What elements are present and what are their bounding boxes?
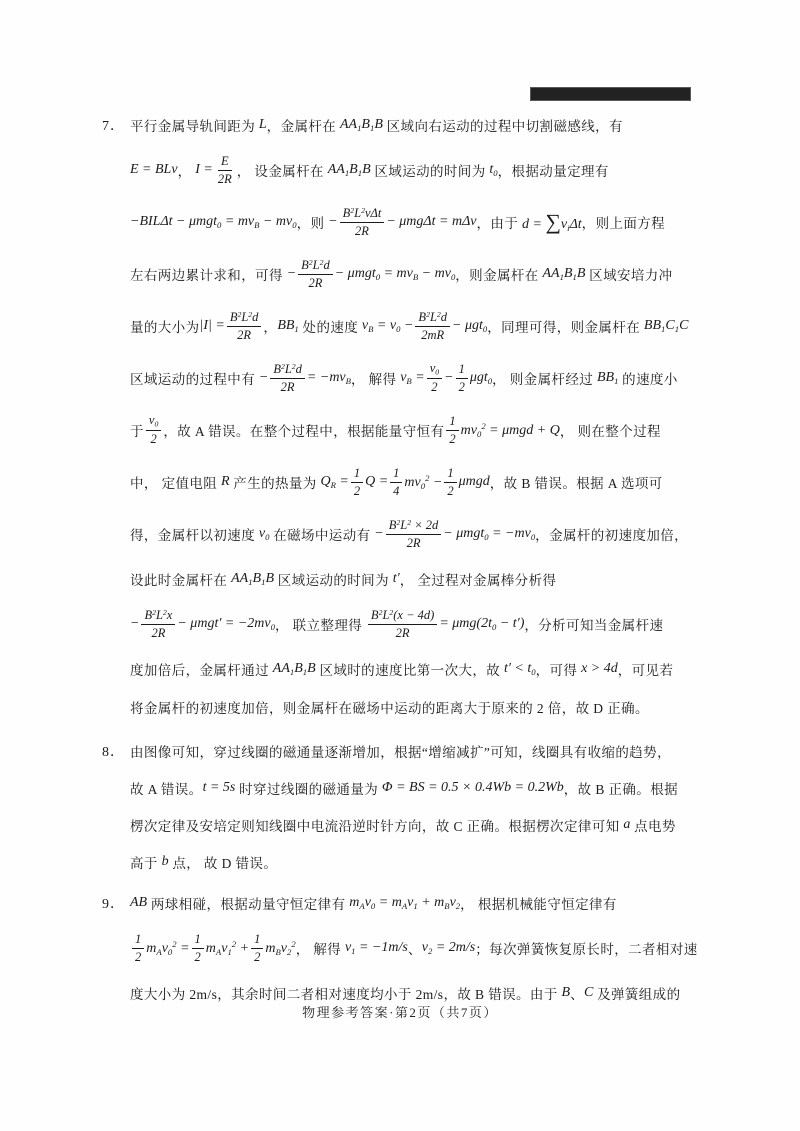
fraction-numerator: $B^2L^2 \times 2d$ (386, 517, 442, 534)
fraction-denominator: 2 (150, 432, 157, 447)
text-run: 两球相碰，根据动量守恒定律有 (147, 897, 350, 912)
math-run: $-BIL\Delta t - \mu mgt_0 = mv_B - mv_0$ (130, 213, 297, 231)
math-run: C (583, 985, 594, 1000)
text-run: 左右两边累计求和，可得 (130, 268, 287, 283)
text-run: ，金属杆的初速度加倍， (535, 528, 689, 543)
fraction (340, 205, 385, 239)
item-body (130, 884, 708, 1012)
math-run: $v_2 = 2m/s$ (421, 939, 476, 957)
math-run: − (258, 370, 269, 385)
text-line (130, 144, 708, 196)
text-run: ， 根据机械能守恒定律有 (460, 897, 617, 912)
math-run: $BB_1C_1C$ (643, 317, 689, 335)
text-run: ，故 A 错误。在整个过程中，根据能量守恒有 (163, 424, 445, 439)
math-run: $m_Bv_2^2$ (265, 939, 296, 957)
text-run: 、 (407, 942, 422, 957)
fraction-denominator: 2 (135, 949, 142, 964)
text-line (130, 404, 708, 456)
text-line (130, 688, 708, 726)
math-run: b (161, 853, 169, 869)
math-run: E = BLv (130, 162, 178, 177)
math-run: $m_Av_0 = m_Av_1 + m_Bv_2$ (349, 894, 461, 912)
math-run: $BB_1$ (596, 369, 619, 387)
fraction-denominator: 4 (393, 483, 400, 498)
text-run: 由图像可知，穿过线圈的磁通量逐渐增加，根据“增缩减扩”可知，线圈具有收缩的趋势， (130, 744, 671, 760)
text-line (130, 560, 708, 598)
math-run: $t_0$ (489, 161, 498, 179)
text-run: ，故 B 错误。根据 A 选项可 (489, 476, 663, 491)
math-run: t′ (392, 571, 400, 586)
text-run: ，则金属杆在 (455, 268, 543, 283)
math-run: = $\mu mg(2t_0 - t')$ (439, 615, 525, 633)
math-run: $t' < t_0$ (503, 660, 536, 678)
fraction-denominator: 2R (308, 275, 323, 290)
text-run: ， (263, 320, 278, 335)
scanner-mark-bar (531, 88, 690, 100)
text-line (130, 300, 708, 352)
fraction (227, 309, 262, 343)
answer-item-8 (102, 732, 708, 880)
math-run: − μgt$_0$ (452, 317, 488, 335)
text-run: ， 解得 (295, 942, 345, 957)
text-line (130, 884, 708, 922)
fraction-numerator: 1 (192, 931, 204, 948)
fraction-numerator: $B^2L^2d$ (415, 309, 450, 326)
math-run: $Q_R$ = (320, 473, 349, 491)
fraction-denominator: 2R (406, 535, 421, 550)
text-run: 点电势 (630, 818, 676, 834)
math-run: $mv_0^2$ − (404, 473, 443, 491)
answer-item-7 (102, 106, 708, 726)
text-run: 度大小为 2m/s，其余时间二者相对速度均小于 2m/s，故 B 错误。由于 (130, 987, 562, 1002)
math-run: − (374, 526, 384, 541)
text-run: 区域时的速度比第一次大，故 (315, 663, 504, 678)
math-run: − $\mu mgt' = -2mv_0$ (177, 615, 275, 633)
text-run: 量的大小为 (130, 320, 200, 335)
fraction-denominator: 2R (237, 327, 252, 342)
fraction-numerator: $B^2L^2x$ (141, 607, 175, 624)
text-run: 及弹簧组成的 (593, 987, 681, 1002)
fraction-denominator: 2R (217, 171, 232, 186)
text-run: 区域安培力冲 (585, 268, 673, 283)
fraction (368, 607, 437, 641)
fraction-numerator: 1 (446, 413, 458, 430)
fraction-numerator: $B^2L^2d$ (227, 309, 262, 326)
fraction (298, 257, 333, 291)
text-run: ，则 (296, 216, 329, 231)
math-run: $AA_1B_1B$ (339, 116, 383, 134)
text-line (130, 732, 708, 769)
math-run: t = 5s (202, 779, 236, 795)
text-run: 在磁场中运动有 (269, 528, 375, 543)
fraction-numerator: $B^2L^2(x - 4d)$ (368, 607, 437, 624)
text-run: 的速度小 (618, 372, 678, 387)
fraction-numerator: $B^2L^2v\Delta t$ (340, 205, 385, 222)
text-run: ，则上面方程 (581, 216, 666, 231)
text-run: 区域运动的时间为 (274, 573, 393, 588)
fraction-denominator: 2R (280, 379, 295, 394)
text-line (130, 598, 708, 650)
fraction (351, 465, 363, 499)
text-run: ， 解得 (350, 372, 401, 387)
item-body (130, 732, 708, 880)
text-run: ，金属杆在 (266, 119, 340, 134)
text-run: ，可见若 (617, 663, 674, 678)
math-run: − $\mu mgt_0 = -mv_0$ (443, 525, 536, 543)
fraction-numerator: $v_0$ (146, 412, 161, 431)
math-run: |I| = (199, 318, 225, 333)
item-body (130, 106, 708, 726)
fraction-denominator: 2R (355, 223, 369, 238)
fraction (444, 465, 456, 499)
fraction-denominator: 2 (449, 431, 456, 446)
text-line (130, 843, 708, 880)
text-run: 处的速度 (298, 320, 362, 335)
item-number: 8． (102, 744, 125, 760)
math-run: $v_B$ = (400, 369, 425, 387)
math-run: − μmgΔt = mΔv (386, 214, 477, 229)
text-run: ，同理可得，则金属杆在 (487, 320, 644, 335)
text-run: ， (177, 164, 196, 179)
math-run: $AA_1B_1B$ (542, 265, 586, 283)
math-run: AB (130, 895, 148, 910)
math-run: $d = \sum v_i\Delta t$ (522, 209, 582, 234)
fraction-denominator: 2 (431, 380, 438, 395)
fraction (270, 361, 305, 395)
math-run: $v_B = v_0$ − (361, 317, 414, 335)
fraction (456, 361, 468, 395)
fraction (146, 412, 161, 447)
text-run: 区域运动的时间为 (370, 164, 490, 179)
math-run: B (561, 985, 571, 1000)
math-run: − $\mu mgt_0 = mv_B - mv_0$ (334, 265, 456, 283)
text-line (130, 248, 708, 300)
math-run: R (220, 474, 230, 489)
text-run: 平行金属导轨间距为 (130, 119, 259, 134)
math-run: $AA_1B_1B$ (231, 570, 274, 588)
text-run: ，由于 (476, 216, 522, 231)
fraction-numerator: 1 (444, 465, 456, 482)
fraction-denominator: 2 (447, 483, 454, 498)
fraction-denominator: 2 (254, 949, 261, 964)
text-run: 时穿过线圈的磁通量为 (235, 781, 382, 797)
text-run: 将金属杆的初速度加倍，则金属杆在磁场中运动的距离大于原来的 2 倍，故 D 正确。 (130, 701, 649, 716)
fraction-denominator: 2 (194, 949, 201, 964)
fraction-numerator: 1 (351, 465, 363, 482)
fraction (386, 517, 442, 551)
text-run: 区域运动的过程中有 (130, 372, 259, 387)
fraction-denominator: 2 (458, 379, 465, 394)
fraction (251, 931, 263, 965)
math-run: a (623, 816, 631, 832)
text-line (130, 456, 708, 508)
answer-items (102, 106, 708, 1012)
text-run: ，根据动量定理有 (497, 164, 609, 179)
text-line (130, 922, 708, 974)
math-run: Q = (365, 474, 389, 489)
text-run: ，分析可知当金属杆速 (524, 618, 664, 633)
fraction (427, 360, 442, 395)
item-number: 9． (102, 897, 125, 912)
fraction (390, 465, 402, 499)
fraction (141, 607, 175, 641)
text-run: 度加倍后，金属杆通过 (130, 663, 273, 678)
fraction-numerator: $B^2L^2d$ (270, 361, 305, 378)
text-line (130, 106, 708, 144)
fraction-numerator: 1 (251, 931, 263, 948)
text-run: ， 设金属杆在 (236, 164, 328, 179)
text-line (130, 352, 708, 404)
text-run: 区域向右运动的过程中切割磁感线，有 (382, 119, 623, 134)
math-run: $mv_0^2 = \mu mgd + Q$ (460, 421, 560, 439)
math-run: $AA_1B_1B$ (327, 161, 371, 179)
text-line (130, 806, 708, 843)
math-run: − (286, 266, 297, 281)
text-run: ， 全过程对金属棒分析得 (399, 573, 557, 588)
text-line (130, 196, 708, 248)
fraction-denominator: 2 (353, 483, 361, 498)
math-run: − (444, 370, 454, 385)
math-run: $v_1 = -1m/s$ (344, 939, 408, 957)
text-run: 高于 (130, 855, 162, 871)
item-number: 7． (102, 119, 125, 134)
text-run: 楞次定律及安培定则知线圈中电流沿逆时针方向，故 C 正确。根据楞次定律可知 (130, 818, 624, 834)
text-run: ，可得 (535, 663, 582, 678)
fraction (132, 931, 144, 965)
fraction-numerator: 1 (132, 931, 144, 948)
fraction-numerator: E (218, 153, 232, 170)
page-footer: 物理参考答案·第2页（共7页） (302, 1005, 498, 1020)
fraction-numerator: $v_0$ (427, 360, 442, 379)
math-run: − (130, 616, 140, 631)
math-run: $v_0$ (258, 525, 270, 543)
text-run: ， 则金属杆经过 (492, 372, 597, 387)
text-run: 产生的热量为 (229, 476, 321, 491)
math-run: $AA_1B_1B$ (272, 660, 316, 678)
text-run: 设此时金属杆在 (130, 573, 232, 588)
text-run: ， 则在整个过程 (559, 424, 661, 439)
fraction-numerator: 1 (390, 465, 402, 482)
math-run: Φ = BS = 0.5 × 0.4Wb = 0.2Wb (381, 779, 564, 795)
text-run: 、 (570, 987, 584, 1002)
fraction-numerator: 1 (456, 361, 468, 378)
math-run: μgt$_0$ (469, 369, 493, 387)
text-run: 中， 定值电阻 (130, 476, 221, 491)
text-run: 于 (130, 424, 144, 439)
fraction-denominator: 2R (395, 625, 410, 640)
text-run: 故 A 错误。 (130, 781, 203, 797)
fraction-numerator: $B^2L^2d$ (298, 257, 333, 274)
text-run: ；每次弹簧恢复原长时，二者相对速 (475, 942, 698, 957)
fraction (215, 153, 235, 187)
math-run: x > 4d (581, 661, 618, 676)
fraction-denominator: 2mR (421, 327, 445, 342)
math-run: − (328, 214, 338, 229)
fraction (192, 931, 204, 965)
fraction (415, 309, 450, 343)
math-run: I = (195, 162, 213, 177)
text-run: 点， 故 D 错误。 (168, 855, 278, 871)
fraction (446, 413, 458, 447)
text-run: ，故 B 正确。根据 (563, 781, 679, 797)
math-run: = $-mv_B$ (306, 369, 351, 387)
math-run: $m_Av_0^2$ = (146, 939, 190, 957)
text-line (130, 650, 708, 688)
text-run: 得，金属杆以初速度 (130, 528, 259, 543)
text-run: ， 联立整理得 (274, 618, 366, 633)
math-run: μmgd (458, 474, 490, 489)
summation-symbol: ∑ (545, 209, 561, 234)
text-line (130, 769, 708, 806)
fraction-denominator: 2R (151, 625, 166, 640)
answer-item-9 (102, 884, 708, 1012)
text-line (130, 508, 708, 560)
math-run: $m_Av_1^2$ + (205, 939, 250, 957)
math-run: $BB_1$ (277, 317, 299, 335)
math-run: L (258, 117, 267, 132)
